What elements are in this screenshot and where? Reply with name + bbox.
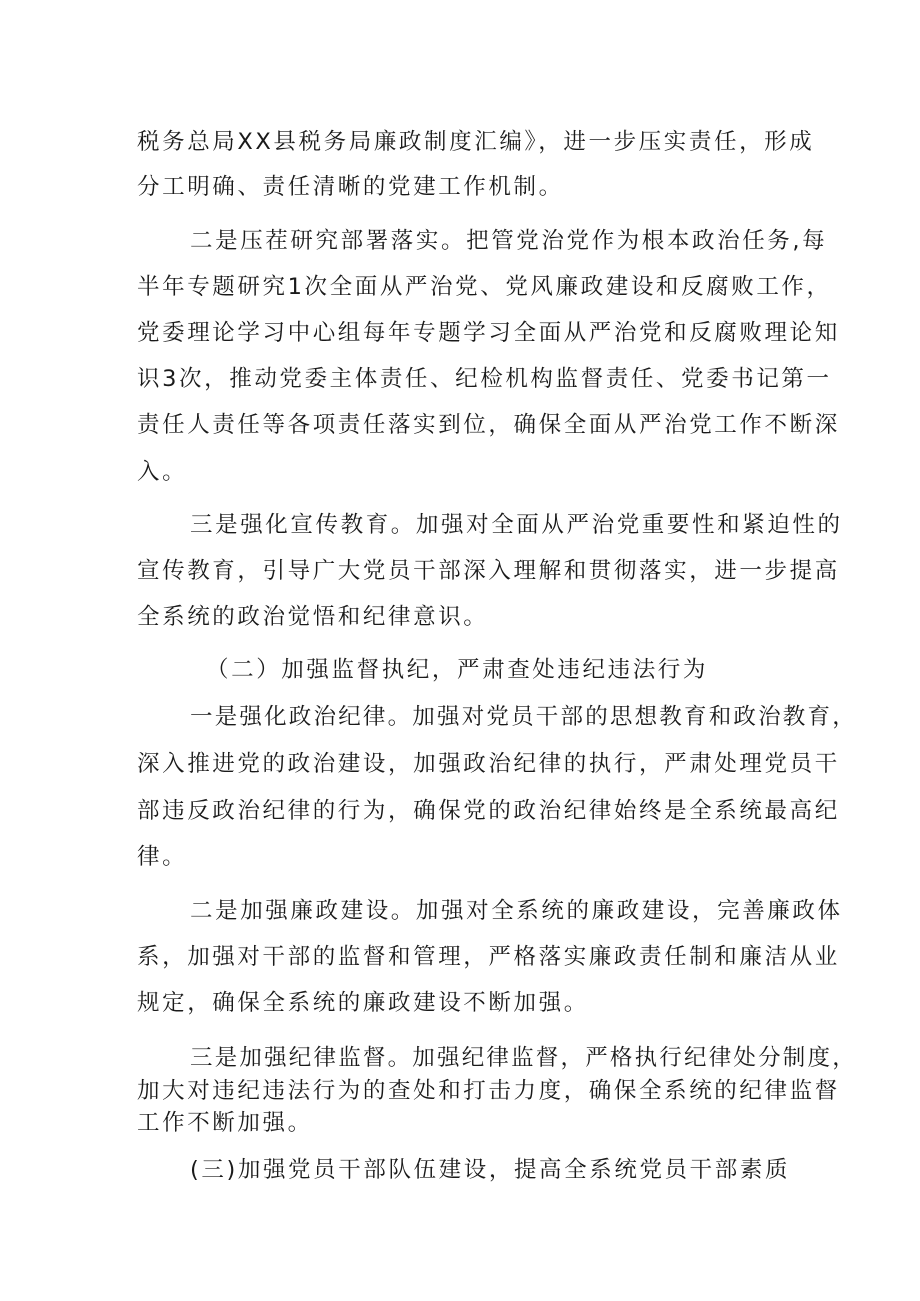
section-heading: （二）加强监督执纪，严肃查处违纪违法行为 xyxy=(206,657,709,683)
paragraph-line: 规定，确保全系统的廉政建设不断加强。 xyxy=(137,990,589,1016)
paragraph-line: 税务总局XX县税务局廉政制度汇编》，进一步压实责任，形成 xyxy=(137,129,815,155)
paragraph-line: 深入推进党的政治建设，加强政治纪律的执行，严肃处理党员干 xyxy=(137,751,840,777)
paragraph-line: 部违反政治纪律的行为，确保党的政治纪律始终是全系统最高纪 xyxy=(137,798,840,824)
paragraph-line: 二是加强廉政建设。加强对全系统的廉政建设，完善廉政体 xyxy=(190,898,843,924)
paragraph-line: 加大对违纪违法行为的查处和打击力度，确保全系统的纪律监督 xyxy=(137,1078,840,1104)
paragraph-line: 三是加强纪律监督。加强纪律监督，严格执行纪律处分制度， xyxy=(190,1045,857,1071)
paragraph-line: 宣传教育，引导广大党员干部深入理解和贯彻落实，进一步提高 xyxy=(137,558,840,584)
paragraph-line: 三是强化宣传教育。加强对全面从严治党重要性和紧迫性的 xyxy=(190,512,843,538)
paragraph-line: 律。 xyxy=(137,844,188,870)
paragraph-line: 责任人责任等各项责任落实到位，确保全面从严治党工作不断深 xyxy=(137,412,840,438)
paragraph-line: 入。 xyxy=(137,459,188,485)
paragraph-line: 识3次，推动党委主体责任、纪检机构监督责任、党委书记第一 xyxy=(137,366,832,392)
paragraph-line: 半年专题研究1次全面从严治党、党风廉政建设和反腐败工作， xyxy=(137,274,832,300)
paragraph-line: 分工明确、责任清晰的党建工作机制。 xyxy=(137,174,564,200)
paragraph-line: 二是压茬研究部署落实。把管党治党作为根本政治任务,每 xyxy=(190,228,828,254)
paragraph-line: 一是强化政治纪律。加强对党员干部的思想教育和政治教育， xyxy=(190,704,857,730)
section-heading: (三)加强党员干部队伍建设，提高全系统党员干部素质 xyxy=(190,1157,791,1183)
paragraph-line: 工作不断加强。 xyxy=(137,1110,313,1136)
paragraph-line: 全系统的政治觉悟和纪律意识。 xyxy=(137,604,489,630)
paragraph-line: 系，加强对干部的监督和管理，严格落实廉政责任制和廉洁从业 xyxy=(137,944,840,970)
paragraph-line: 党委理论学习中心组每年专题学习全面从严治党和反腐败理论知 xyxy=(137,320,840,346)
